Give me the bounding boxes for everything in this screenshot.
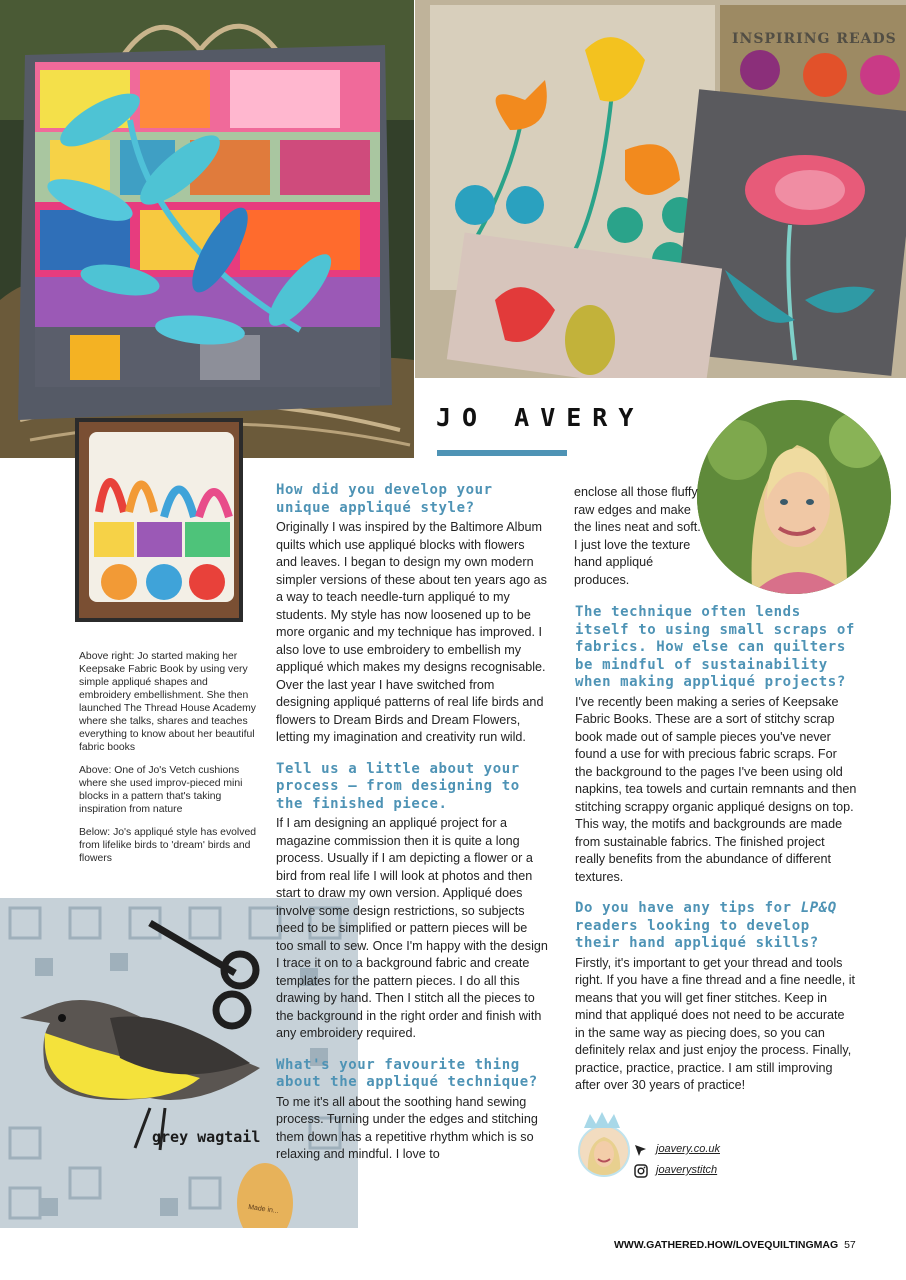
cushion-illustration bbox=[0, 0, 414, 458]
question-process: Tell us a little about your process – from designing to the finished piece. bbox=[276, 760, 520, 812]
captions bbox=[79, 650, 261, 875]
caption-above: Above: One of Jo's Vetch cushions where she used improv-pieced mini blocks in a pattern that's taking inspiration from nature bbox=[79, 765, 243, 815]
answer-tips: Firstly, it's important to get your thread and tools right. If you have a fine thread and a fine needle, it means that you will get finer stitches. Keep in mind that appliqué does not need to be accurate in the same way as piecing does, so you can definitely relax and just enjoy the process. Finally, practice, practice, practice. I am still improving after over 30 years of practice! bbox=[575, 955, 856, 1092]
article-column-middle bbox=[276, 482, 548, 1178]
portrait-illustration bbox=[697, 400, 891, 594]
vetch-cushion-illustration bbox=[79, 422, 239, 618]
avatar-crown-icon bbox=[582, 1112, 622, 1128]
instagram-link[interactable]: joaverystitch bbox=[656, 1164, 718, 1176]
fabric-book-illustration bbox=[415, 0, 906, 378]
caption-above-right: Above right: Jo started making her Keepsake Fabric Book by using very simple appliqué shapes and embroidery embellishment. She then launched The Thread House Academy where she talks, shares and teaches everything to know about her beautiful fabric books bbox=[79, 651, 256, 753]
footer bbox=[614, 1239, 856, 1251]
question-tips-magazine: LP&Q bbox=[800, 900, 837, 916]
question-sustainability: The technique often lends itself to using small scraps of fabrics. How else can quilters be mindful of sustainability when making appliqué projects? bbox=[575, 604, 855, 690]
answer-favourite: To me it's all about the soothing hand sewing process. Turning under the edges and stitching them down has a repetitive rhythm which is so relaxing and mindful. I love to bbox=[276, 1094, 538, 1161]
page-number: 57 bbox=[844, 1239, 856, 1251]
question-tips-a: Do you have any tips for bbox=[575, 900, 801, 916]
instagram-icon bbox=[634, 1164, 648, 1178]
fabric-book-photo bbox=[415, 0, 906, 378]
article-continuation: enclose all those fluffy raw edges and make the lines neat and soft. I just love the texture hand appliqué produces. bbox=[574, 485, 701, 587]
caption-below: Below: Jo's appliqué style has evolved from lifelike birds to 'dream' birds and flowers bbox=[79, 827, 256, 864]
section-tag: INSPIRING READS bbox=[732, 31, 897, 47]
spool-label: Made in... bbox=[247, 1203, 280, 1216]
answer-process: If I am designing an appliqué project for a magazine commission then it is quite a long process. Usually if I am depicting a flower or a bird from real life I will look at photos and then start to draw my own version. Appliqué does involve some design restrictions, so subjects need to be simplified or pattern pieces will be too small to sew. Once I'm happy with the design I trace it on to a background fabric and create templates for the pattern pieces. I do all this drawing by hand. Then I stitch all the pieces to the background in the right order and finish with any embroidery required. bbox=[276, 816, 548, 1040]
social-avatar bbox=[578, 1125, 630, 1177]
answer-sustainability: I've recently been making a series of Keepsake Fabric Books. These are a sort of stitchy scrap book made out of sample pieces you've never found a use for with precious fabric scraps. For the background to the pages I've been using old napkins, tea towels and curtain remnants and then stitching scrappy organic appliqué designs on top. This way, the motifs and backgrounds are made from sustainable fabrics. The finished project really benefits from the abundance of different textures. bbox=[575, 694, 857, 884]
name-underline bbox=[437, 450, 567, 456]
vetch-cushion-photo bbox=[75, 418, 243, 622]
designer-name: JO AVERY bbox=[436, 403, 645, 432]
portrait-photo bbox=[697, 400, 891, 594]
question-favourite: What's your favourite thing about the appliqué technique? bbox=[276, 1056, 538, 1090]
cushion-photo bbox=[0, 0, 414, 458]
article-column-right bbox=[575, 604, 857, 1109]
question-tips-b: readers looking to develop their hand appliqué skills? bbox=[575, 917, 819, 951]
answer-style: Originally I was inspired by the Baltimore Album quilts which use appliqué blocks with flowers and leaves. I began to design my own modern simpler versions of these about ten years ago as a way to teach needle-turn appliqué to my students. My style has now loosened up to be more organic and my technique has improved. I also love to use embroidery to embellish my appliqué which makes my designs recognisable. Over the last year I have switched from designing appliqué patterns of real life birds and flowers to Dream Birds and Dream Flowers, letting my imagination and creativity run wild. bbox=[276, 520, 547, 744]
cursor-icon bbox=[634, 1144, 647, 1157]
footer-url: WWW.GATHERED.HOW/LOVEQUILTINGMAG bbox=[614, 1239, 839, 1251]
bird-label: grey wagtail bbox=[152, 1128, 261, 1146]
question-style: How did you develop your unique appliqué style? bbox=[276, 482, 493, 516]
website-link[interactable]: joavery.co.uk bbox=[656, 1143, 720, 1155]
avatar-illustration bbox=[580, 1127, 628, 1175]
question-tips bbox=[575, 900, 857, 953]
